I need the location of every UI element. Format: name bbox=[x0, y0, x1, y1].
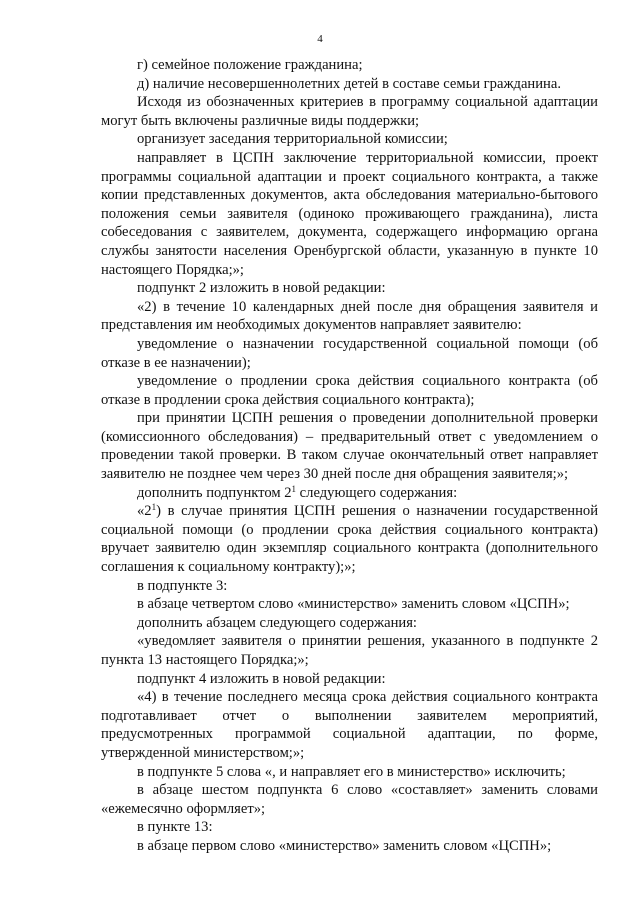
paragraph: дополнить абзацем следующего содержания: bbox=[137, 614, 417, 631]
paragraph: уведомление о продлении срока действия социального контракта (об отказе в продлении срока действия социального контракта); bbox=[101, 373, 598, 408]
paragraph: в подпункте 5 слова «, и направляет его в министерство» исключить; bbox=[137, 763, 566, 780]
paragraph: г) семейное положение гражданина; bbox=[137, 57, 363, 73]
paragraph: в пункте 13: bbox=[137, 819, 213, 836]
paragraph: подпункт 4 изложить в новой редакции: bbox=[137, 670, 386, 687]
paragraph: «уведомляет заявителя о принятии решения, указанного в подпункте 2 пункта 13 настоящего Порядка;»; bbox=[101, 633, 598, 668]
paragraph: Исходя из обозначенных критериев в программу социальной адаптации могут быть включены различные виды поддержки; bbox=[101, 94, 598, 129]
paragraph: в абзаце первом слово «министерство» заменить словом «ЦСПН»; bbox=[137, 837, 552, 854]
paragraph: подпункт 2 изложить в новой редакции: bbox=[137, 280, 386, 297]
superscript: 1 bbox=[151, 502, 157, 513]
page-number: 4 bbox=[317, 33, 323, 45]
paragraph-text: «2 bbox=[137, 503, 152, 520]
superscript: 1 bbox=[291, 483, 297, 494]
paragraph: в абзаце шестом подпункта 6 слово «составляет» заменить словами «ежемесячно оформляет»; bbox=[101, 782, 598, 817]
paragraph: д) наличие несовершеннолетних детей в составе семьи гражданина. bbox=[137, 75, 561, 92]
paragraph: направляет в ЦСПН заключение территориальной комиссии, проект программы социальной адаптации и проект социального контракта, а также копии представленных документов, акта обследования материально-бытового положения семьи заявителя (одиноко проживающего гражданина), листа собеседования с заявителем, документа, содержащего информацию органа службы занятости населения Оренбургской области, указанную в пункте 10 настоящего Порядка;»; bbox=[101, 149, 598, 278]
paragraph bbox=[101, 502, 598, 576]
paragraph: уведомление о назначении государственной социальной помощи (об отказе в ее назначении); bbox=[101, 335, 598, 371]
paragraph-text: ) в случае принятия ЦСПН решения о назначении государственной социальной помощи (о продлении срока действия социального контракта) вручает заявителю один экземпляр социального контракта (дополнительного соглашения к социальному контракту);»; bbox=[101, 503, 598, 576]
paragraph: организует заседания территориальной комиссии; bbox=[137, 131, 448, 148]
paragraph bbox=[101, 484, 598, 503]
paragraph: в подпункте 3: bbox=[137, 577, 228, 594]
paragraph-text: следующего содержания: bbox=[296, 484, 458, 501]
paragraph: «4) в течение последнего месяца срока действия социального контракта подготавливает отчет о выполнении заявителем мероприятий, предусмотренных программой социальной адаптации, по форме, утвержденной министерством;»; bbox=[101, 689, 598, 761]
paragraph: при принятии ЦСПН решения о проведении дополнительной проверки (комиссионного обследования) – предварительный ответ с уведомлением о проведении такой проверки. В таком случае окончательный ответ направляет заявителю не позднее чем через 30 дней после дня обращения заявителя;»; bbox=[101, 410, 598, 483]
paragraph: «2) в течение 10 календарных дней после дня обращения заявителя и представления им необходимых документов направляет заявителю: bbox=[101, 298, 598, 334]
paragraph: в абзаце четвертом слово «министерство» заменить словом «ЦСПН»; bbox=[137, 596, 570, 613]
paragraph-text: дополнить подпунктом 2 bbox=[137, 484, 292, 501]
document-body bbox=[101, 56, 598, 856]
